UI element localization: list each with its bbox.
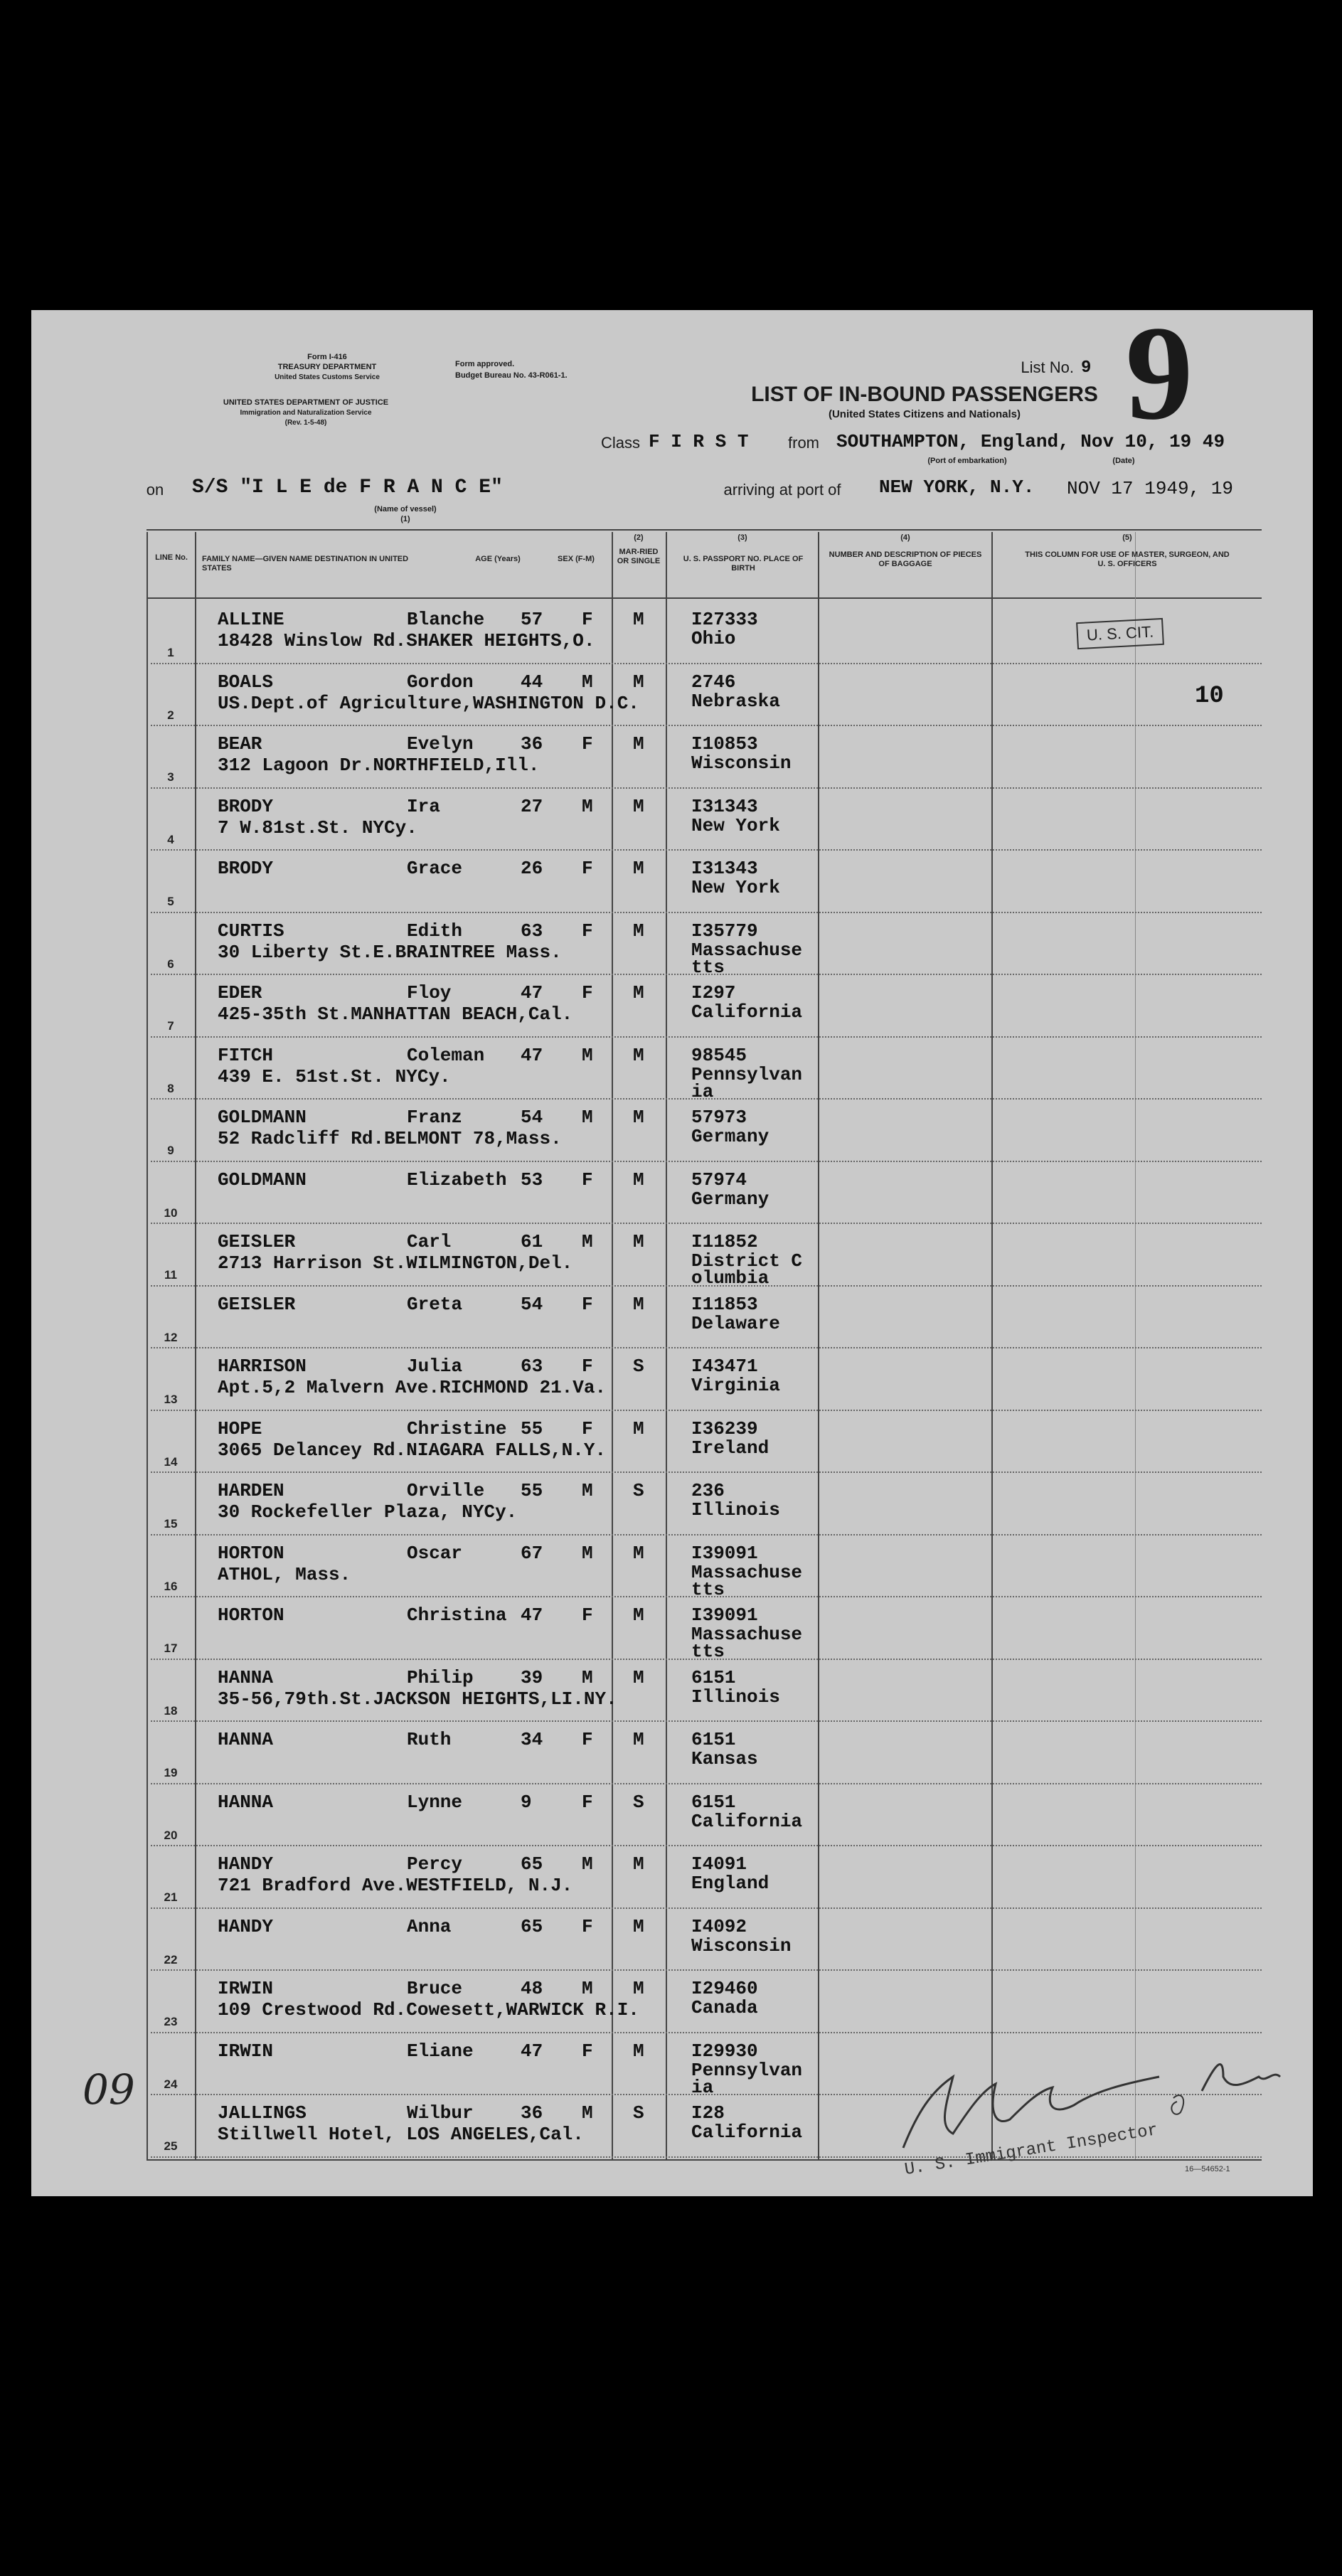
given-name: Blanche	[407, 609, 485, 630]
row-divider	[151, 1161, 1262, 1162]
sex: F	[582, 1356, 593, 1377]
place-of-birth: Wisconsin	[691, 752, 792, 774]
given-name: Coleman	[407, 1044, 485, 1066]
home-address: 2713 Harrison St.WILMINGTON,Del.	[218, 1252, 573, 1274]
line-number: 14	[164, 1454, 178, 1469]
vessel-label: (Name of vessel)	[374, 505, 437, 513]
line-number: 25	[164, 2139, 178, 2153]
place-of-birth: Nebraska	[691, 690, 780, 712]
place-of-birth: Pennsylvania	[691, 2059, 803, 2098]
marital-status: M	[633, 1542, 644, 1564]
age: 47	[521, 1044, 543, 1066]
place-of-birth: Massachusetts	[691, 939, 803, 978]
row-divider	[151, 849, 1262, 851]
family-name: GOLDMANN	[218, 1169, 307, 1191]
passport-number: 6151	[691, 1729, 736, 1750]
home-address: 109 Crestwood Rd.Cowesett,WARWICK R.I.	[218, 1999, 639, 2021]
place-of-birth: Wisconsin	[691, 1934, 792, 1957]
line-number: 18	[164, 1703, 178, 1718]
age: 55	[521, 1480, 543, 1501]
place-of-birth: California	[691, 2122, 803, 2143]
marital-status: M	[633, 1978, 644, 1999]
family-name: FITCH	[218, 1044, 274, 1066]
line-number: 22	[164, 1952, 178, 1966]
passport-number: I39091	[691, 1604, 758, 1626]
family-name: HANNA	[218, 1666, 274, 1688]
line-number: 11	[164, 1268, 177, 1282]
col-passport-num: (3)	[737, 533, 747, 542]
row-divider	[151, 1783, 1262, 1784]
age: 61	[521, 1231, 543, 1252]
age: 48	[521, 1978, 543, 1999]
given-name: Elizabeth	[407, 1169, 507, 1191]
passport-number: 57974	[691, 1169, 747, 1191]
budget-bureau: Budget Bureau No. 43-R061-1.	[455, 371, 568, 380]
age: 9	[521, 1791, 532, 1813]
line-number: 17	[164, 1641, 178, 1655]
place-of-birth: Pennsylvania	[691, 1063, 803, 1102]
row-divider	[151, 1036, 1262, 1038]
age: 26	[521, 858, 543, 879]
row-divider	[151, 1907, 1262, 1909]
age: 36	[521, 2102, 543, 2124]
home-address: 425-35th St.MANHATTAN BEACH,Cal.	[218, 1004, 573, 1025]
line-number: 9	[167, 1144, 174, 1157]
place-of-birth: Illinois	[691, 1686, 780, 1708]
passport-number: I4091	[691, 1853, 747, 1875]
place-of-birth: Germany	[691, 1188, 769, 1210]
marital-status: M	[633, 1107, 644, 1128]
place-of-birth: Delaware	[691, 1312, 780, 1334]
form-approved: Form approved.	[455, 360, 515, 368]
column-divider	[818, 532, 819, 2159]
line-number: 24	[164, 2077, 178, 2091]
given-name: Oscar	[407, 1542, 463, 1564]
given-name: Christine	[407, 1417, 507, 1439]
sex: F	[582, 733, 593, 755]
line-number: 6	[167, 957, 174, 971]
row-divider	[151, 2156, 1262, 2158]
sex: F	[582, 1604, 593, 1626]
marital-status: M	[633, 982, 644, 1004]
marital-status: M	[633, 795, 644, 817]
family-name: BRODY	[218, 858, 274, 879]
marital-status: M	[633, 1169, 644, 1191]
family-name: HOPE	[218, 1417, 262, 1439]
sex: F	[582, 920, 593, 942]
column-divider	[666, 532, 667, 2159]
justice-label: UNITED STATES DEPARTMENT OF JUSTICE	[223, 398, 389, 407]
sex: F	[582, 1915, 593, 1937]
form-number: Form I-416	[307, 353, 347, 361]
home-address: Stillwell Hotel, LOS ANGELES,Cal.	[218, 2124, 584, 2145]
passport-number: I39091	[691, 1542, 758, 1564]
family-name: EDER	[218, 982, 262, 1004]
col-baggage-num: (4)	[900, 533, 910, 542]
marital-status: M	[633, 1293, 644, 1315]
sex: M	[582, 1480, 593, 1501]
row-divider	[151, 1347, 1262, 1348]
line-number: 15	[164, 1517, 178, 1531]
given-name: Edith	[407, 920, 463, 942]
column-divider	[195, 532, 196, 2159]
place-of-birth: Canada	[691, 1997, 758, 2018]
family-name: HANNA	[218, 1791, 274, 1813]
passport-number: 6151	[691, 1791, 736, 1813]
given-name: Lynne	[407, 1791, 463, 1813]
line-number: 3	[167, 770, 174, 784]
given-name: Evelyn	[407, 733, 474, 755]
family-name: HARRISON	[218, 1356, 307, 1377]
given-name: Franz	[407, 1107, 463, 1128]
family-name: BOALS	[218, 671, 274, 693]
given-name: Anna	[407, 1915, 452, 1937]
row-divider	[151, 1969, 1262, 1971]
col-married-num: (2)	[634, 533, 644, 542]
passport-number: I4092	[691, 1915, 747, 1937]
col-officers: THIS COLUMN FOR USE OF MASTER, SURGEON, AND U. S. OFFICERS	[1025, 550, 1230, 568]
passport-number: I27333	[691, 609, 758, 630]
given-name: Floy	[407, 982, 452, 1004]
row-divider	[151, 1410, 1262, 1411]
given-name: Ruth	[407, 1729, 452, 1750]
line-number: 8	[167, 1081, 174, 1095]
marital-status: M	[633, 1417, 644, 1439]
column-divider	[991, 532, 993, 2159]
sex: F	[582, 1293, 593, 1315]
given-name: Eliane	[407, 2040, 474, 2062]
sex: F	[582, 858, 593, 879]
given-name: Julia	[407, 1356, 463, 1377]
sex: F	[582, 982, 593, 1004]
passport-number: 6151	[691, 1666, 736, 1688]
age: 63	[521, 920, 543, 942]
age: 67	[521, 1542, 543, 1564]
place-of-birth: California	[691, 1001, 803, 1023]
marital-status: M	[633, 1729, 644, 1750]
col-sex: SEX (F-M)	[558, 555, 595, 563]
passport-number: 2746	[691, 671, 736, 693]
line-number: 13	[164, 1393, 178, 1406]
us-citizen-stamp: U. S. CIT.	[1076, 618, 1164, 649]
marital-status: M	[633, 920, 644, 942]
place-of-birth: England	[691, 1873, 769, 1894]
family-name: HORTON	[218, 1542, 284, 1564]
marital-status: M	[633, 1604, 644, 1626]
sex: M	[582, 1542, 593, 1564]
passport-number: I35779	[691, 920, 758, 942]
passport-number: I297	[691, 982, 736, 1004]
page-title: LIST OF IN-BOUND PASSENGERS	[751, 383, 1098, 406]
treasury-label: TREASURY DEPARTMENT	[277, 363, 377, 371]
row-divider	[151, 1471, 1262, 1473]
given-name: Grace	[407, 858, 463, 879]
row-divider	[151, 663, 1262, 664]
given-name: Bruce	[407, 1978, 463, 1999]
line-number: 7	[167, 1019, 174, 1033]
age: 44	[521, 671, 543, 693]
age: 34	[521, 1729, 543, 1750]
sex: M	[582, 1231, 593, 1252]
family-name: HARDEN	[218, 1480, 284, 1501]
marital-status: M	[633, 1044, 644, 1066]
line-number: 10	[164, 1205, 178, 1220]
family-name: BRODY	[218, 795, 274, 817]
row-divider	[151, 912, 1262, 913]
list-number-label: List No.	[1021, 358, 1074, 376]
age: 47	[521, 982, 543, 1004]
given-name: Orville	[407, 1480, 485, 1501]
passport-number: 236	[691, 1480, 725, 1501]
marital-status: M	[633, 2040, 644, 2062]
family-name: HANNA	[218, 1729, 274, 1750]
arrival-date: NOV 17 1949, 19	[1067, 478, 1234, 499]
family-name: IRWIN	[218, 1978, 274, 1999]
ins-label: Immigration and Naturalization Service	[240, 409, 372, 417]
age: 54	[521, 1293, 543, 1315]
age: 57	[521, 609, 543, 630]
big-list-number: 9	[1125, 299, 1193, 448]
margin-note: 09	[82, 2065, 135, 2114]
given-name: Gordon	[407, 671, 474, 693]
place-of-birth: Massachusetts	[691, 1561, 803, 1600]
col-passport: U. S. PASSPORT NO. PLACE OF BIRTH	[683, 555, 804, 573]
line-number: 2	[167, 708, 174, 722]
passport-number: I10853	[691, 733, 758, 755]
family-name: IRWIN	[218, 2040, 274, 2062]
family-name: HORTON	[218, 1604, 284, 1626]
row-divider	[151, 1534, 1262, 1536]
sex: F	[582, 1417, 593, 1439]
vessel-column-number: (1)	[400, 515, 410, 523]
list-number: 9	[1081, 358, 1092, 378]
from-label: from	[788, 434, 819, 452]
passport-number: 98545	[691, 1044, 747, 1066]
form-code: 16—54652-1	[1185, 2165, 1230, 2173]
place-of-birth: California	[691, 1810, 803, 1832]
row-divider	[151, 1845, 1262, 1846]
age: 53	[521, 1169, 543, 1191]
passport-number: I43471	[691, 1356, 758, 1377]
marital-status: S	[633, 1356, 644, 1377]
arriving-label: arriving at port of	[723, 481, 841, 499]
marital-status: M	[633, 1666, 644, 1688]
home-address: US.Dept.of Agriculture,WASHINGTON D.C.	[218, 692, 639, 714]
row-divider	[151, 725, 1262, 726]
home-address: Apt.5,2 Malvern Ave.RICHMOND 21.Va.	[218, 1377, 607, 1398]
marital-status: M	[633, 1231, 644, 1252]
row-divider	[151, 2032, 1262, 2033]
passport-number: I31343	[691, 858, 758, 879]
column-divider	[1135, 532, 1136, 2159]
embarkation-label: (Port of embarkation)	[927, 457, 1007, 465]
passport-number: I31343	[691, 795, 758, 817]
sex: M	[582, 795, 593, 817]
sex: F	[582, 609, 593, 630]
revision-label: (Rev. 1-5-48)	[284, 419, 327, 427]
family-name: ALLINE	[218, 609, 284, 630]
place-of-birth: New York	[691, 814, 780, 836]
page-subtitle: (United States Citizens and Nationals)	[828, 408, 1021, 420]
passport-number: I28	[691, 2102, 725, 2124]
passport-number: 57973	[691, 1107, 747, 1128]
place-of-birth: New York	[691, 877, 780, 898]
passport-number: I36239	[691, 1417, 758, 1439]
passport-number: I29460	[691, 1978, 758, 1999]
count-note: 10	[1195, 683, 1224, 710]
sex: F	[582, 1791, 593, 1813]
place-of-birth: Kansas	[691, 1748, 758, 1769]
col-married: MAR-RIED OR SINGLE	[617, 548, 661, 565]
passport-number: I11852	[691, 1231, 758, 1252]
marital-status: S	[633, 1480, 644, 1501]
home-address: 721 Bradford Ave.WESTFIELD, N.J.	[218, 1875, 573, 1896]
place-of-birth: Ireland	[691, 1437, 769, 1459]
line-number: 19	[164, 1766, 178, 1779]
col-age: AGE (Years)	[475, 555, 521, 563]
home-address: 439 E. 51st.St. NYCy.	[218, 1065, 451, 1087]
age: 27	[521, 795, 543, 817]
marital-status: S	[633, 1791, 644, 1813]
place-of-birth: Illinois	[691, 1499, 780, 1521]
age: 39	[521, 1666, 543, 1688]
column-divider	[612, 532, 613, 2159]
col-baggage: NUMBER AND DESCRIPTION OF PIECES OF BAGGAGE	[829, 550, 982, 568]
family-name: JALLINGS	[218, 2102, 307, 2124]
sex: F	[582, 1169, 593, 1191]
line-number: 21	[164, 1890, 178, 1904]
home-address: 52 Radcliff Rd.BELMONT 78,Mass.	[218, 1128, 562, 1149]
marital-status: S	[633, 2102, 644, 2124]
family-name: HANDY	[218, 1853, 274, 1875]
home-address: ATHOL, Mass.	[218, 1563, 351, 1585]
age: 65	[521, 1915, 543, 1937]
place-of-birth: Massachusetts	[691, 1624, 803, 1662]
line-number: 20	[164, 1828, 178, 1842]
passport-number: I29930	[691, 2040, 758, 2062]
sex: M	[582, 1978, 593, 1999]
place-of-birth: Ohio	[691, 628, 736, 649]
sex: M	[582, 1107, 593, 1128]
sex: M	[582, 1853, 593, 1875]
row-divider	[151, 1720, 1262, 1722]
place-of-birth: District Columbia	[691, 1250, 803, 1289]
age: 47	[521, 2040, 543, 2062]
marital-status: M	[633, 609, 644, 630]
marital-status: M	[633, 733, 644, 755]
marital-status: M	[633, 671, 644, 693]
given-name: Greta	[407, 1293, 463, 1315]
given-name: Wilbur	[407, 2102, 474, 2124]
sex: M	[582, 1044, 593, 1066]
customs-label: United States Customs Service	[275, 373, 380, 381]
col-officers-num: (5)	[1122, 533, 1132, 542]
marital-status: M	[633, 1915, 644, 1937]
home-address: 7 W.81st.St. NYCy.	[218, 816, 417, 839]
line-number: 5	[167, 895, 174, 908]
age: 54	[521, 1107, 543, 1128]
marital-status: M	[633, 1853, 644, 1875]
line-number: 16	[164, 1579, 178, 1593]
home-address: 312 Lagoon Dr.NORTHFIELD,Ill.	[218, 755, 540, 776]
line-number: 23	[164, 2015, 178, 2028]
age: 36	[521, 733, 543, 755]
inspector-label: U. S. Immigrant Inspector	[903, 2121, 1159, 2180]
line-number: 4	[167, 832, 174, 846]
given-name: Christina	[407, 1604, 507, 1626]
home-address: 30 Liberty St.E.BRAINTREE Mass.	[218, 941, 562, 963]
line-number: 12	[164, 1330, 178, 1344]
family-name: GEISLER	[218, 1293, 296, 1315]
place-of-birth: Germany	[691, 1126, 769, 1147]
sex: F	[582, 1729, 593, 1750]
family-name: BEAR	[218, 733, 262, 755]
age: 65	[521, 1853, 543, 1875]
class-value: F I R S T	[649, 431, 749, 452]
row-divider	[151, 787, 1262, 789]
sex: M	[582, 1666, 593, 1688]
passport-number: I11853	[691, 1293, 758, 1315]
vessel-name: S/S "I L E de F R A N C E"	[192, 477, 503, 499]
age: 63	[521, 1356, 543, 1377]
sex: M	[582, 671, 593, 693]
line-number: 1	[167, 646, 174, 659]
given-name: Philip	[407, 1666, 474, 1688]
class-label: Class	[600, 434, 640, 452]
family-name: GOLDMANN	[218, 1107, 307, 1128]
sex: F	[582, 2040, 593, 2062]
home-address: 18428 Winslow Rd.SHAKER HEIGHTS,O.	[218, 630, 595, 651]
home-address: 3065 Delancey Rd.NIAGARA FALLS,N.Y.	[218, 1439, 607, 1461]
col-name: FAMILY NAME—GIVEN NAME DESTINATION IN UNITED STATES	[202, 555, 409, 573]
age: 55	[521, 1417, 543, 1439]
on-label: on	[146, 481, 164, 499]
sex: M	[582, 2102, 593, 2124]
marital-status: M	[633, 858, 644, 879]
given-name: Carl	[407, 1231, 452, 1252]
family-name: GEISLER	[218, 1231, 296, 1252]
date-label: (Date)	[1112, 457, 1135, 465]
home-address: 35-56,79th.St.JACKSON HEIGHTS,LI.NY.	[218, 1688, 617, 1710]
given-name: Percy	[407, 1853, 463, 1875]
family-name: CURTIS	[218, 920, 284, 942]
header-divider	[147, 597, 1262, 599]
given-name: Ira	[407, 795, 440, 817]
col-line-no: LINE No.	[155, 553, 188, 562]
age: 47	[521, 1604, 543, 1626]
embarkation-port: SOUTHAMPTON, England, Nov 10, 19 49	[836, 431, 1225, 452]
row-divider	[151, 1223, 1262, 1224]
place-of-birth: Virginia	[691, 1375, 780, 1396]
home-address: 30 Rockefeller Plaza, NYCy.	[218, 1501, 518, 1523]
column-divider	[147, 532, 148, 2159]
family-name: HANDY	[218, 1915, 274, 1937]
arrival-port: NEW YORK, N.Y.	[879, 477, 1035, 498]
